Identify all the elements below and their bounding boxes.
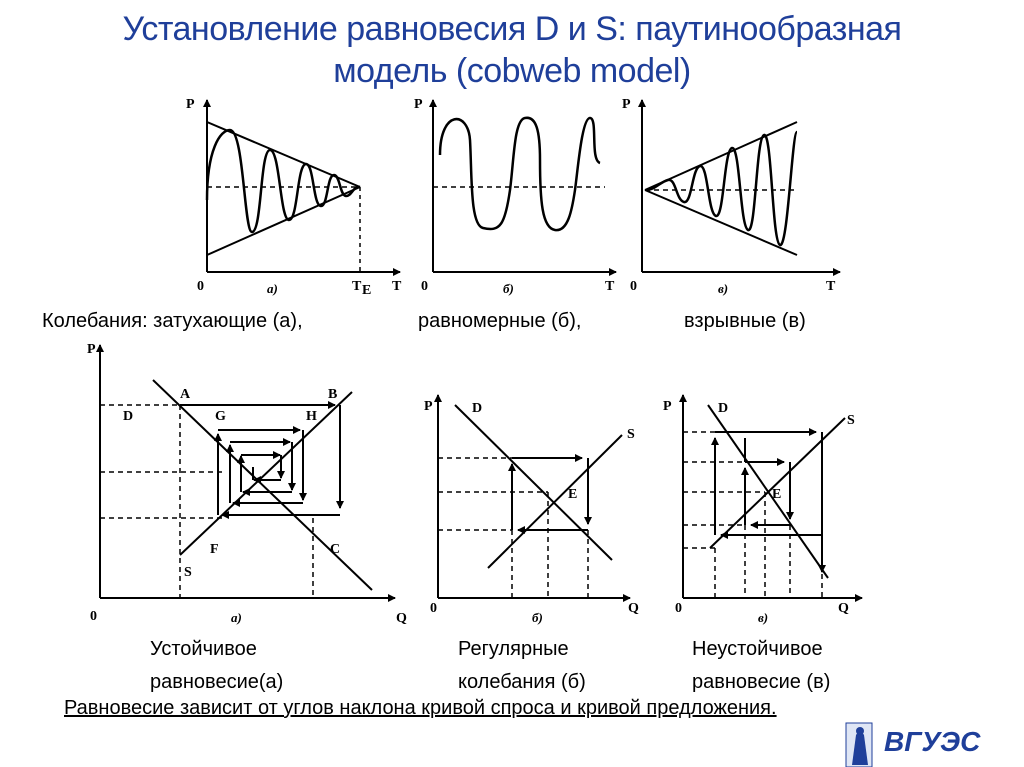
caption-uniform: равномерные (б),	[418, 310, 582, 332]
label-point-a: A	[180, 387, 191, 402]
caption-unstable	[692, 633, 830, 699]
guide-lines	[683, 432, 822, 598]
university-logo	[842, 715, 1002, 767]
label-t: T	[826, 279, 836, 294]
supply-curve	[488, 435, 622, 568]
supply-curve	[180, 392, 352, 555]
label-c: в)	[758, 610, 769, 625]
label-q: Q	[838, 601, 849, 616]
label-p: P	[663, 399, 672, 414]
cobweb-path	[715, 432, 822, 572]
caption-regular-line1: Регулярные	[458, 638, 569, 660]
label-point-c: C	[330, 542, 341, 557]
label-point-b: B	[328, 387, 338, 402]
caption-unstable-line1: Неустойчивое	[692, 638, 823, 660]
label-a: а)	[231, 610, 242, 625]
label-p: P	[622, 97, 631, 112]
label-zero: 0	[675, 601, 682, 616]
label-t: T	[605, 279, 615, 294]
label-supply: S	[184, 565, 192, 580]
panel-top-c	[642, 100, 840, 272]
panel-bottom-a	[100, 345, 395, 598]
label-point-h: H	[306, 409, 317, 424]
label-p: P	[186, 97, 195, 112]
panel-top-a	[207, 100, 400, 272]
caption-regular-line2: колебания (б)	[458, 671, 586, 693]
label-q: Q	[628, 601, 639, 616]
label-te: T	[352, 279, 362, 294]
explosive-wave	[646, 132, 797, 245]
label-demand: D	[718, 401, 729, 416]
caption-stable-line1: Устойчивое	[150, 638, 257, 660]
label-supply: S	[627, 427, 635, 442]
label-a: а)	[267, 281, 278, 296]
label-zero: 0	[630, 279, 637, 294]
caption-stable-line2: равновесие(а)	[150, 671, 284, 693]
label-supply: S	[847, 413, 855, 428]
label-zero: 0	[430, 601, 437, 616]
caption-damped: Колебания: затухающие (а),	[42, 310, 303, 332]
label-point-f: F	[210, 542, 219, 557]
footer-note: Равновесие зависит от углов наклона кривой спроса и кривой предложения.	[64, 697, 777, 719]
label-p: P	[424, 399, 433, 414]
lower-envelope	[207, 187, 360, 255]
label-equilibrium: E	[568, 487, 578, 502]
label-demand: D	[123, 409, 134, 424]
caption-unstable-line2: равновесие (в)	[692, 671, 831, 693]
caption-explosive: взрывные (в)	[684, 310, 806, 332]
caption-stable	[150, 633, 283, 699]
title-line-2: модель (cobweb model)	[333, 52, 691, 90]
panel-bottom-b	[438, 395, 630, 598]
label-c: в)	[718, 281, 729, 296]
label-point-g: G	[215, 409, 226, 424]
uniform-wave	[440, 118, 600, 230]
label-p: P	[87, 342, 96, 357]
label-p: P	[414, 97, 423, 112]
label-t: T	[392, 279, 402, 294]
caption-regular	[458, 633, 586, 699]
label-q: Q	[396, 611, 407, 626]
label-zero: 0	[90, 609, 97, 624]
damped-wave	[207, 130, 360, 232]
label-demand: D	[472, 401, 483, 416]
title-line-1: Установление равновесия D и S: паутинообразная	[122, 10, 902, 48]
panel-top-b	[433, 100, 616, 272]
label-zero: 0	[197, 279, 204, 294]
label-b: б)	[503, 281, 514, 296]
label-te-sub: E	[362, 283, 372, 298]
logo-text: ВГУЭС	[884, 726, 981, 757]
label-b: б)	[532, 610, 543, 625]
label-equilibrium: E	[772, 487, 782, 502]
label-zero: 0	[421, 279, 428, 294]
